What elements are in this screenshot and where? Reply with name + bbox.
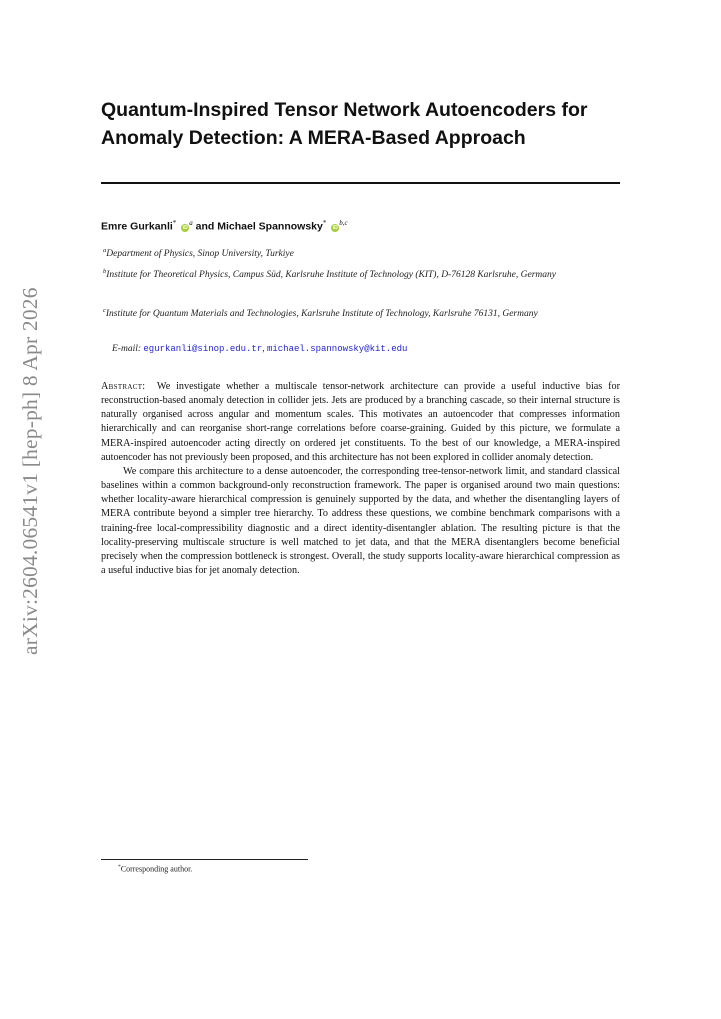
affiliation <box>103 244 623 262</box>
paper-title <box>101 96 641 152</box>
email-label: E-mail: <box>112 344 142 354</box>
author-connector: and <box>195 220 215 233</box>
affiliation-text: Department of Physics, Sinop University, Turkiye <box>106 249 294 260</box>
footnote-rule <box>101 859 308 860</box>
email-line <box>112 344 407 354</box>
affiliation-text: Institute for Quantum Materials and Technologies, Karlsruhe Institute of Technology, Karlsruhe 76131, Germany <box>105 309 538 320</box>
abstract-text: We investigate whether a multiscale tensor-network architecture can provide a useful inductive bias for reconstruction-based anomaly detection in collider jets. Jets are produced by a branching cascade, so their internal structure is naturally organised across angular and momentum scales. This motivates an autoencoder that compresses information hierarchically and can reorganise short-range correlations before coarse-graining. Guided by this picture, we formulate a MERA-inspired autoencoder acting directly on ordered jet constituents. To the best of our knowledge, a MERA-inspired autoencoder has not previously been proposed, and this architecture has not been explored in collider anomaly detection. <box>101 381 620 463</box>
affiliation-mark: c <box>103 307 106 314</box>
title-line-1: Quantum-Inspired Tensor Network Autoencoders for <box>101 99 588 121</box>
affiliation <box>103 265 623 283</box>
footnote-mark: * <box>118 864 121 870</box>
abstract-paragraph: We compare this architecture to a dense autoencoder, the corresponding tree-tensor-network limit, and standard classical baselines within a common background-only reconstruction framework. The paper is organised around two main questions: whether locality-aware hierarchical compression is genuinely supported by the data, and whether the disentangling layers of MERA contribute beyond a simpler tree hierarchy. To address these questions, we combine benchmark comparisons with a training-free local-compressibility diagnostic and a direct identity-disentangler ablation. The resulting picture is that the locality-preserving multiscale structure is well matched to jet data, and that the MERA disentanglers become beneficial precisely when the compression bottleneck is strongest. Overall, the study supports locality-aware hierarchical compression as a useful inductive bias for jet anomaly detection. <box>101 465 620 577</box>
affiliation-mark: b,c <box>339 219 348 227</box>
affiliation-mark: b <box>103 268 107 275</box>
orcid-icon[interactable]: iD <box>182 224 188 231</box>
abstract-heading: Abstract: <box>101 381 146 392</box>
corresponding-mark: * <box>322 219 327 227</box>
title-rule <box>101 182 620 184</box>
title-line-2: Anomaly Detection: A MERA-Based Approach <box>101 127 526 149</box>
email-link[interactable]: michael.spannowsky@kit.edu <box>266 344 408 354</box>
author-list <box>101 219 348 233</box>
affiliation <box>103 304 623 322</box>
affiliation-mark: a <box>189 219 193 227</box>
author-name: Emre Gurkanli <box>101 220 173 233</box>
affiliation-mark: a <box>103 247 107 254</box>
abstract-paragraph <box>101 380 620 465</box>
email-separator: , <box>262 344 265 354</box>
email-link[interactable]: egurkanli@sinop.edu.tr <box>143 344 263 354</box>
abstract <box>101 380 620 578</box>
orcid-icon[interactable]: iD <box>332 224 338 231</box>
author-name: Michael Spannowsky <box>217 220 323 233</box>
affiliation-text: Institute for Theoretical Physics, Campus Süd, Karlsruhe Institute of Technology (KIT), D-76128 Karlsruhe, Germany <box>106 270 556 281</box>
arxiv-identifier-stamp: arXiv:2604.06541v1 [hep-ph] 8 Apr 2026 <box>18 287 42 655</box>
footnote-text: Corresponding author. <box>120 864 193 874</box>
corresponding-mark: * <box>172 219 177 227</box>
footnote <box>118 864 192 874</box>
